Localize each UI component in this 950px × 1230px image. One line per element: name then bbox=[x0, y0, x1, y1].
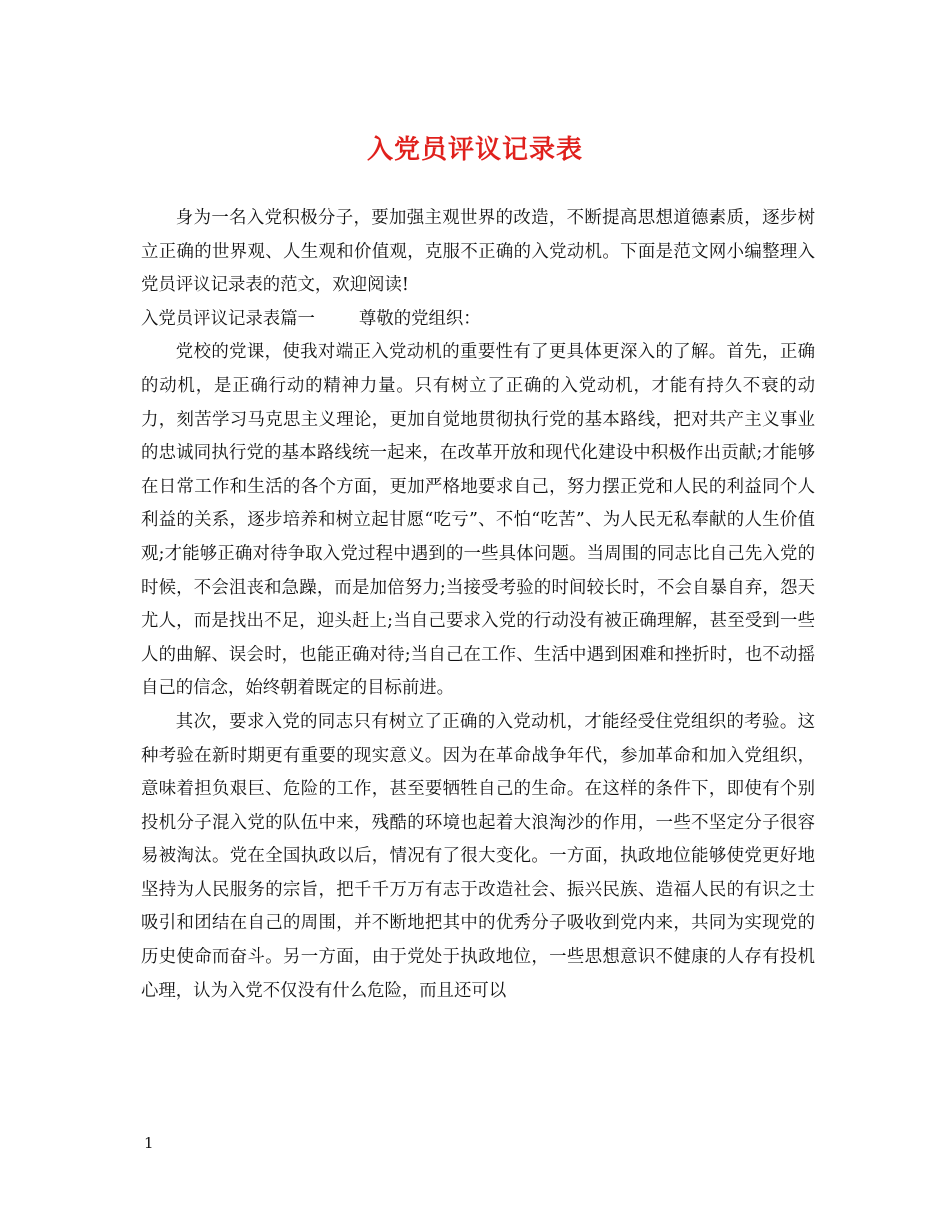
document-body bbox=[141, 202, 815, 1008]
document-title: 入党员评议记录表 bbox=[366, 135, 583, 165]
body-paragraph-2: 其次，要求入党的同志只有树立了正确的入党动机，才能经受住党组织的考验。这种考验在新时期更有重要的现实意义。因为在革命战争年代，参加革命和加入党组织，意味着担负艰巨、危险的工作，甚至要牺牲自己的生命。在这样的条件下，即使有个别投机分子混入党的队伍中来，残酷的环境也起着大浪淘沙的作用，一些不坚定分子很容易被淘汰。党在全国执政以后，情况有了很大变化。一方面，执政地位能够使党更好地坚持为人民服务的宗旨，把千千万万有志于改造社会、振兴民族、造福人民的有识之士吸引和团结在自己的周围，并不断地把其中的优秀分子吸收到党内来，共同为实现党的历史使命而奋斗。另一方面，由于党处于执政地位，一些思想意识不健康的人存有投机心理，认为入党不仅没有什么危险，而且还可以 bbox=[141, 711, 815, 1001]
page-number: 1 bbox=[144, 1134, 154, 1152]
section-heading-line bbox=[141, 303, 815, 337]
section-heading: 入党员评议记录表篇一 bbox=[141, 308, 315, 329]
body-paragraph-1: 党校的党课，使我对端正入党动机的重要性有了更具体更深入的了解。首先，正确的动机，是正确行动的精神力量。只有树立了正确的入党动机，才能有持久不衰的动力，刻苦学习马克思主义理论，更加自觉地贯彻执行党的基本路线，把对共产主义事业的忠诚同执行党的基本路线统一起来，在改革开放和现代化建设中积极作出贡献;才能够在日常工作和生活的各个方面，更加严格地要求自己，努力摆正党和人民的利益同个人利益的关系，逐步培养和树立起甘愿“吃亏”、不怕“吃苦”、为人民无私奉献的人生价值观;才能够正确对待争取入党过程中遇到的一些具体问题。当周围的同志比自己先入党的时候，不会沮丧和急躁，而是加倍努力;当接受考验的时间较长时，不会自暴自弃，怨天尤人，而是找出不足，迎头赶上;当自己要求入党的行动没有被正确理解，甚至受到一些人的曲解、误会时，也能正确对待;当自己在工作、生活中遇到困难和挫折时，也不动摇自己的信念，始终朝着既定的目标前进。 bbox=[141, 342, 815, 699]
salutation: 尊敬的党组织： bbox=[358, 308, 481, 329]
intro-paragraph: 身为一名入党积极分子，要加强主观世界的改造，不断提高思想道德素质，逐步树立正确的世界观、人生观和价值观，克服不正确的入党动机。下面是范文网小编整理入党员评议记录表的范文，欢迎阅读! bbox=[141, 208, 815, 296]
